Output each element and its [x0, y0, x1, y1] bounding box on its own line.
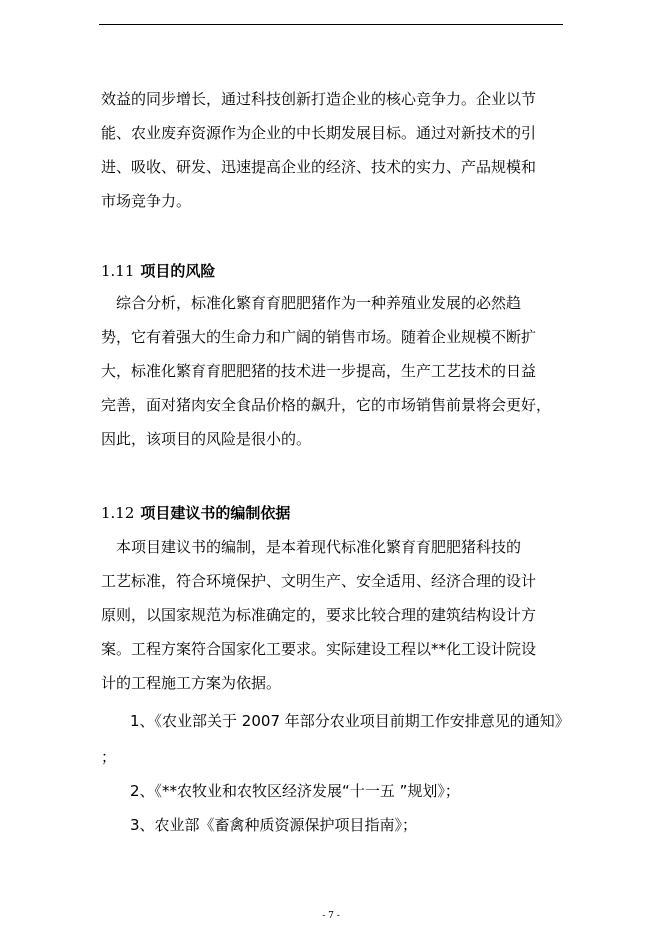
paragraph-line: 效益的同步增长，通过科技创新打造企业的核心竞争力。企业以节: [101, 90, 537, 108]
paragraph-line: 计的工程施工方案为依据。: [101, 674, 282, 692]
body-paragraph-2: [101, 286, 563, 456]
paragraph-line: 市场竞争力。: [101, 192, 192, 210]
paragraph-line: 工艺标准，符合环境保护、文明生产、安全适用、经济合理的设计: [101, 572, 537, 590]
reference-item-1-trailing: ；: [101, 748, 117, 766]
paragraph-line: 大，标准化繁育育肥肥猪的技术进一步提高，生产工艺技术的日益: [101, 362, 537, 380]
reference-item-2-text: 2、《**农牧业和农牧区经济发展“十一五 ”规划》: [130, 782, 445, 800]
reference-item-3: [130, 812, 417, 838]
paragraph-line: 进、吸收、研发、迅速提高企业的经济、技术的实力、产品规模和: [101, 158, 537, 176]
section-heading-1-11: [101, 258, 215, 284]
reference-item-2: [130, 778, 460, 804]
section-title: 项目建议书的编制依据: [140, 504, 291, 522]
section-heading-1-12: [101, 500, 290, 526]
section-number: 1.11: [101, 262, 135, 280]
reference-item-2-trailing: ；: [444, 782, 460, 800]
section-title: 项目的风险: [140, 262, 216, 280]
paragraph-line: 完善，面对猪肉安全食品价格的飙升，它的市场销售前景将会更好，: [101, 396, 552, 414]
body-paragraph-1: [101, 82, 563, 218]
page-number: - 7 -: [322, 911, 340, 921]
reference-item-3-trailing: ；: [402, 816, 418, 834]
section-number: 1.12: [101, 504, 135, 522]
paragraph-line: 因此，该项目的风险是很小的。: [101, 430, 312, 448]
reference-item-3-text: 3、农业部《畜禽种质资源保护项目指南》: [130, 816, 403, 834]
paragraph-line: 原则，以国家规范为标准确定的，要求比较合理的建筑结构设计方: [101, 606, 537, 624]
paragraph-line: 势，它有着强大的生命力和广阔的销售市场。随着企业规模不断扩: [101, 328, 537, 346]
paragraph-line: 综合分析，标准化繁育育肥肥猪作为一种养殖业发展的必然趋: [101, 294, 522, 312]
reference-item-1: 1、《农业部关于 2007 年部分农业项目前期工作安排意见的通知》: [130, 712, 570, 730]
paragraph-line: 能、农业废弃资源作为企业的中长期发展目标。通过对新技术的引: [101, 124, 537, 142]
body-paragraph-3: [101, 530, 563, 700]
paragraph-line: 本项目建议书的编制，是本着现代标准化繁育育肥肥猪科技的: [101, 538, 522, 556]
paragraph-line: 案。工程方案符合国家化工要求。实际建设工程以**化工设计院设: [101, 640, 537, 658]
header-rule: [99, 24, 563, 25]
